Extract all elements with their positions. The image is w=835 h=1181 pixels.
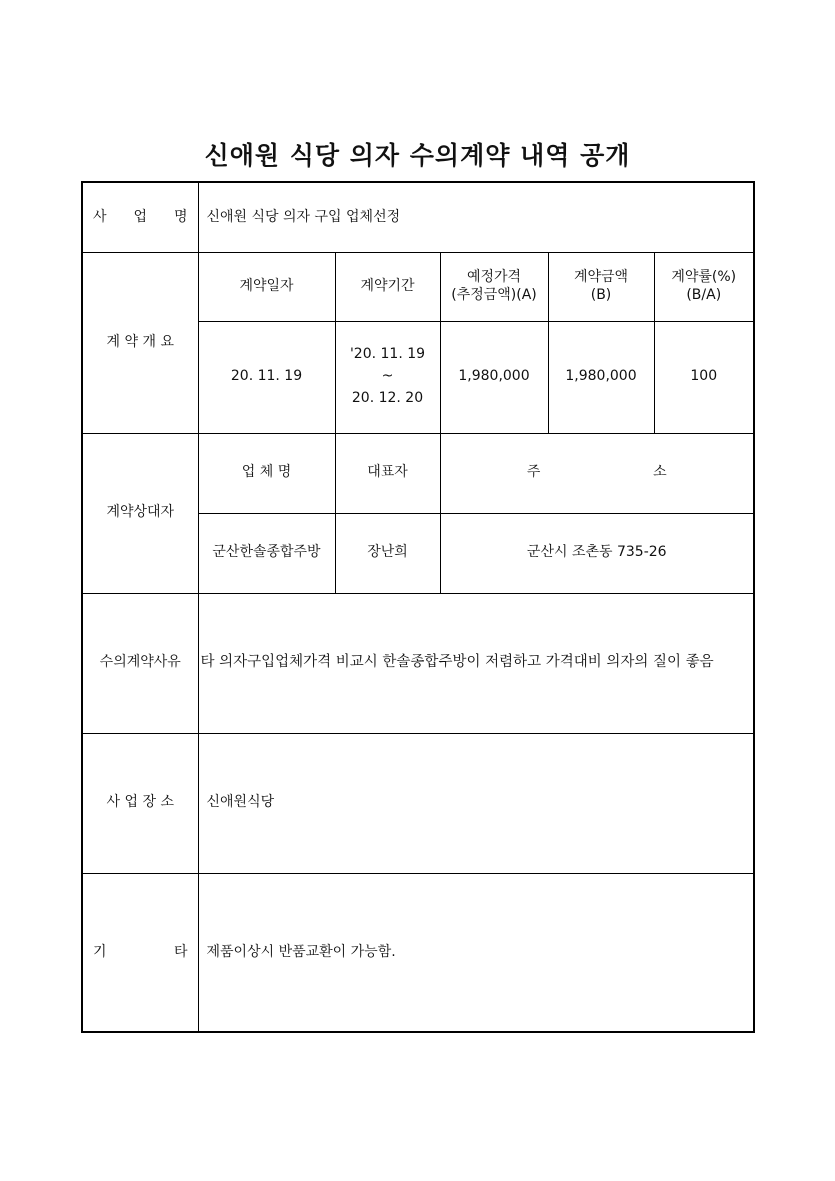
contract-amount-value: 1,980,000: [548, 321, 654, 433]
counterparty-label: 계약상대자: [82, 433, 198, 593]
contract-overview-header-row: [82, 252, 754, 321]
project-name-label: 사 업 명: [82, 182, 198, 252]
contract-rate-header: 계약률(%) (B/A): [654, 252, 754, 321]
address-value: 군산시 조촌동 735-26: [440, 513, 754, 593]
contract-date-value: 20. 11. 19: [198, 321, 335, 433]
representative-value: 장난희: [335, 513, 440, 593]
company-name-header: 업 체 명: [198, 433, 335, 513]
project-name-value: 신애원 식당 의자 구입 업체선정: [198, 182, 754, 252]
etc-value: 제품이상시 반품교환이 가능함.: [198, 873, 754, 1032]
contract-rate-value: 100: [654, 321, 754, 433]
location-label: 사 업 장 소: [82, 733, 198, 873]
estimated-price-value: 1,980,000: [440, 321, 548, 433]
representative-header: 대표자: [335, 433, 440, 513]
contract-disclosure-table: [81, 181, 755, 1033]
reason-label: 수의계약사유: [82, 593, 198, 733]
location-row: [82, 733, 754, 873]
contract-amount-header: 계약금액 (B): [548, 252, 654, 321]
page-title: 신애원 식당 의자 수의계약 내역 공개: [204, 141, 631, 170]
contract-period-value: '20. 11. 19 ~ 20. 12. 20: [335, 321, 440, 433]
location-value: 신애원식당: [198, 733, 754, 873]
project-name-row: [82, 182, 754, 252]
counterparty-header-row: [82, 433, 754, 513]
etc-label: 기 타: [82, 873, 198, 1032]
company-name-value: 군산한솔종합주방: [198, 513, 335, 593]
reason-row: [82, 593, 754, 733]
address-header: 주 소: [440, 433, 754, 513]
estimated-price-header: 예정가격 (추정금액)(A): [440, 252, 548, 321]
etc-row: [82, 873, 754, 1032]
contract-overview-label: 계 약 개 요: [82, 252, 198, 433]
contract-period-header: 계약기간: [335, 252, 440, 321]
contract-date-header: 계약일자: [198, 252, 335, 321]
reason-value: 타 의자구입업체가격 비교시 한솔종합주방이 저렴하고 가격대비 의자의 질이 좋음: [198, 593, 754, 733]
